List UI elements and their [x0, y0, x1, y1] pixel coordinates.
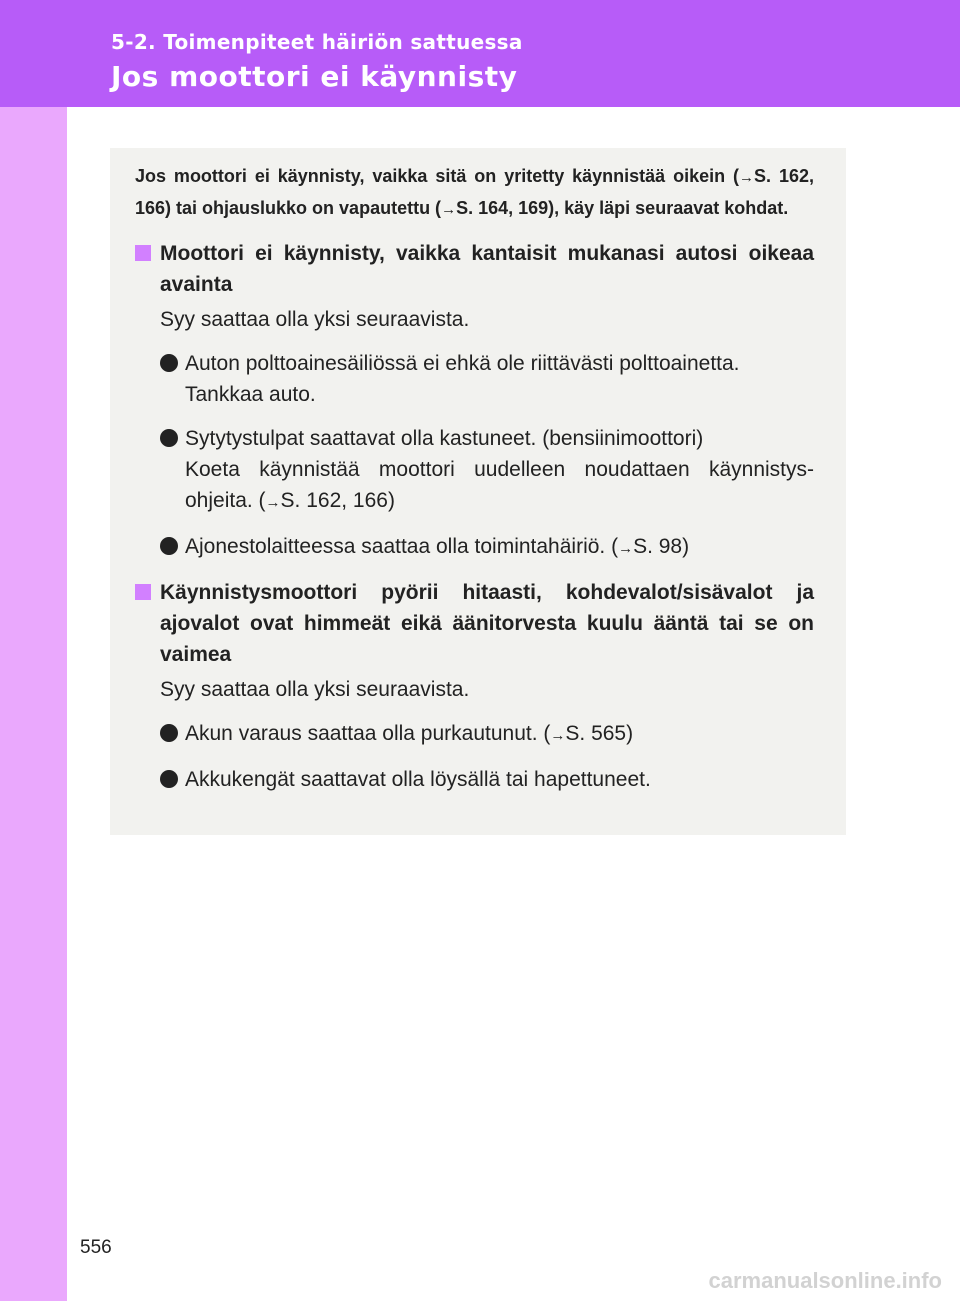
- section-heading: Moottori ei käynnisty, vaikka kantaisit mukanasi autosi oikeaa avainta: [135, 238, 814, 300]
- section-heading: Käynnistysmoottori pyörii hitaasti, kohdevalot/sisävalot ja ajovalot ovat himmeät eikä äänitorvesta kuulu ääntä tai se on vaimea: [135, 577, 814, 670]
- square-bullet-icon: [135, 584, 151, 600]
- bullet-dot-icon: [160, 537, 178, 555]
- watermark: carmanualsonline.info: [708, 1268, 942, 1293]
- lead-text: Syy saattaa olla yksi seuraavista.: [160, 308, 470, 331]
- list-item: Ajonestolaitteessa saattaa olla toimintahäiriö. (→S. 98): [135, 531, 814, 564]
- list-item: Sytytystulpat saattavat olla kastuneet. (bensiinimoottori) Koeta käynnistää moottori uudelleen noudattaen käynnistys-ohjeita. (→S. 162, 166): [135, 423, 814, 518]
- bullet-dot-icon: [160, 770, 178, 788]
- lead-text: Syy saattaa olla yksi seuraavista.: [160, 678, 470, 701]
- bullet-dot-icon: [160, 429, 178, 447]
- arrow-icon: →: [618, 540, 634, 557]
- list-item: Akun varaus saattaa olla purkautunut. (→S. 565): [135, 718, 814, 751]
- list-item: Auton polttoainesäiliössä ei ehkä ole riittävästi polttoainetta. Tankkaa auto.: [135, 348, 814, 410]
- header-bar: [0, 0, 960, 107]
- intro-paragraph: Jos moottori ei käynnisty, vaikka sitä on yritetty käynnistää oikein (→S. 162, 166) tai ohjauslukko on vapautettu (→S. 164, 169), käy läpi seuraavat kohdat.: [135, 166, 814, 218]
- page-title: Jos moottori ei käynnisty: [111, 60, 518, 93]
- arrow-icon: →: [739, 169, 755, 186]
- bullet-dot-icon: [160, 354, 178, 372]
- arrow-icon: →: [265, 494, 281, 511]
- side-bar: [0, 107, 67, 1301]
- section-label: 5-2. Toimenpiteet häiriön sattuessa: [111, 30, 523, 54]
- square-bullet-icon: [135, 245, 151, 261]
- content-box: [110, 148, 846, 835]
- page-number: 556: [80, 1237, 112, 1258]
- bullet-dot-icon: [160, 724, 178, 742]
- arrow-icon: →: [441, 201, 457, 218]
- list-item: Akkukengät saattavat olla löysällä tai hapettuneet.: [135, 764, 814, 795]
- arrow-icon: →: [550, 727, 566, 744]
